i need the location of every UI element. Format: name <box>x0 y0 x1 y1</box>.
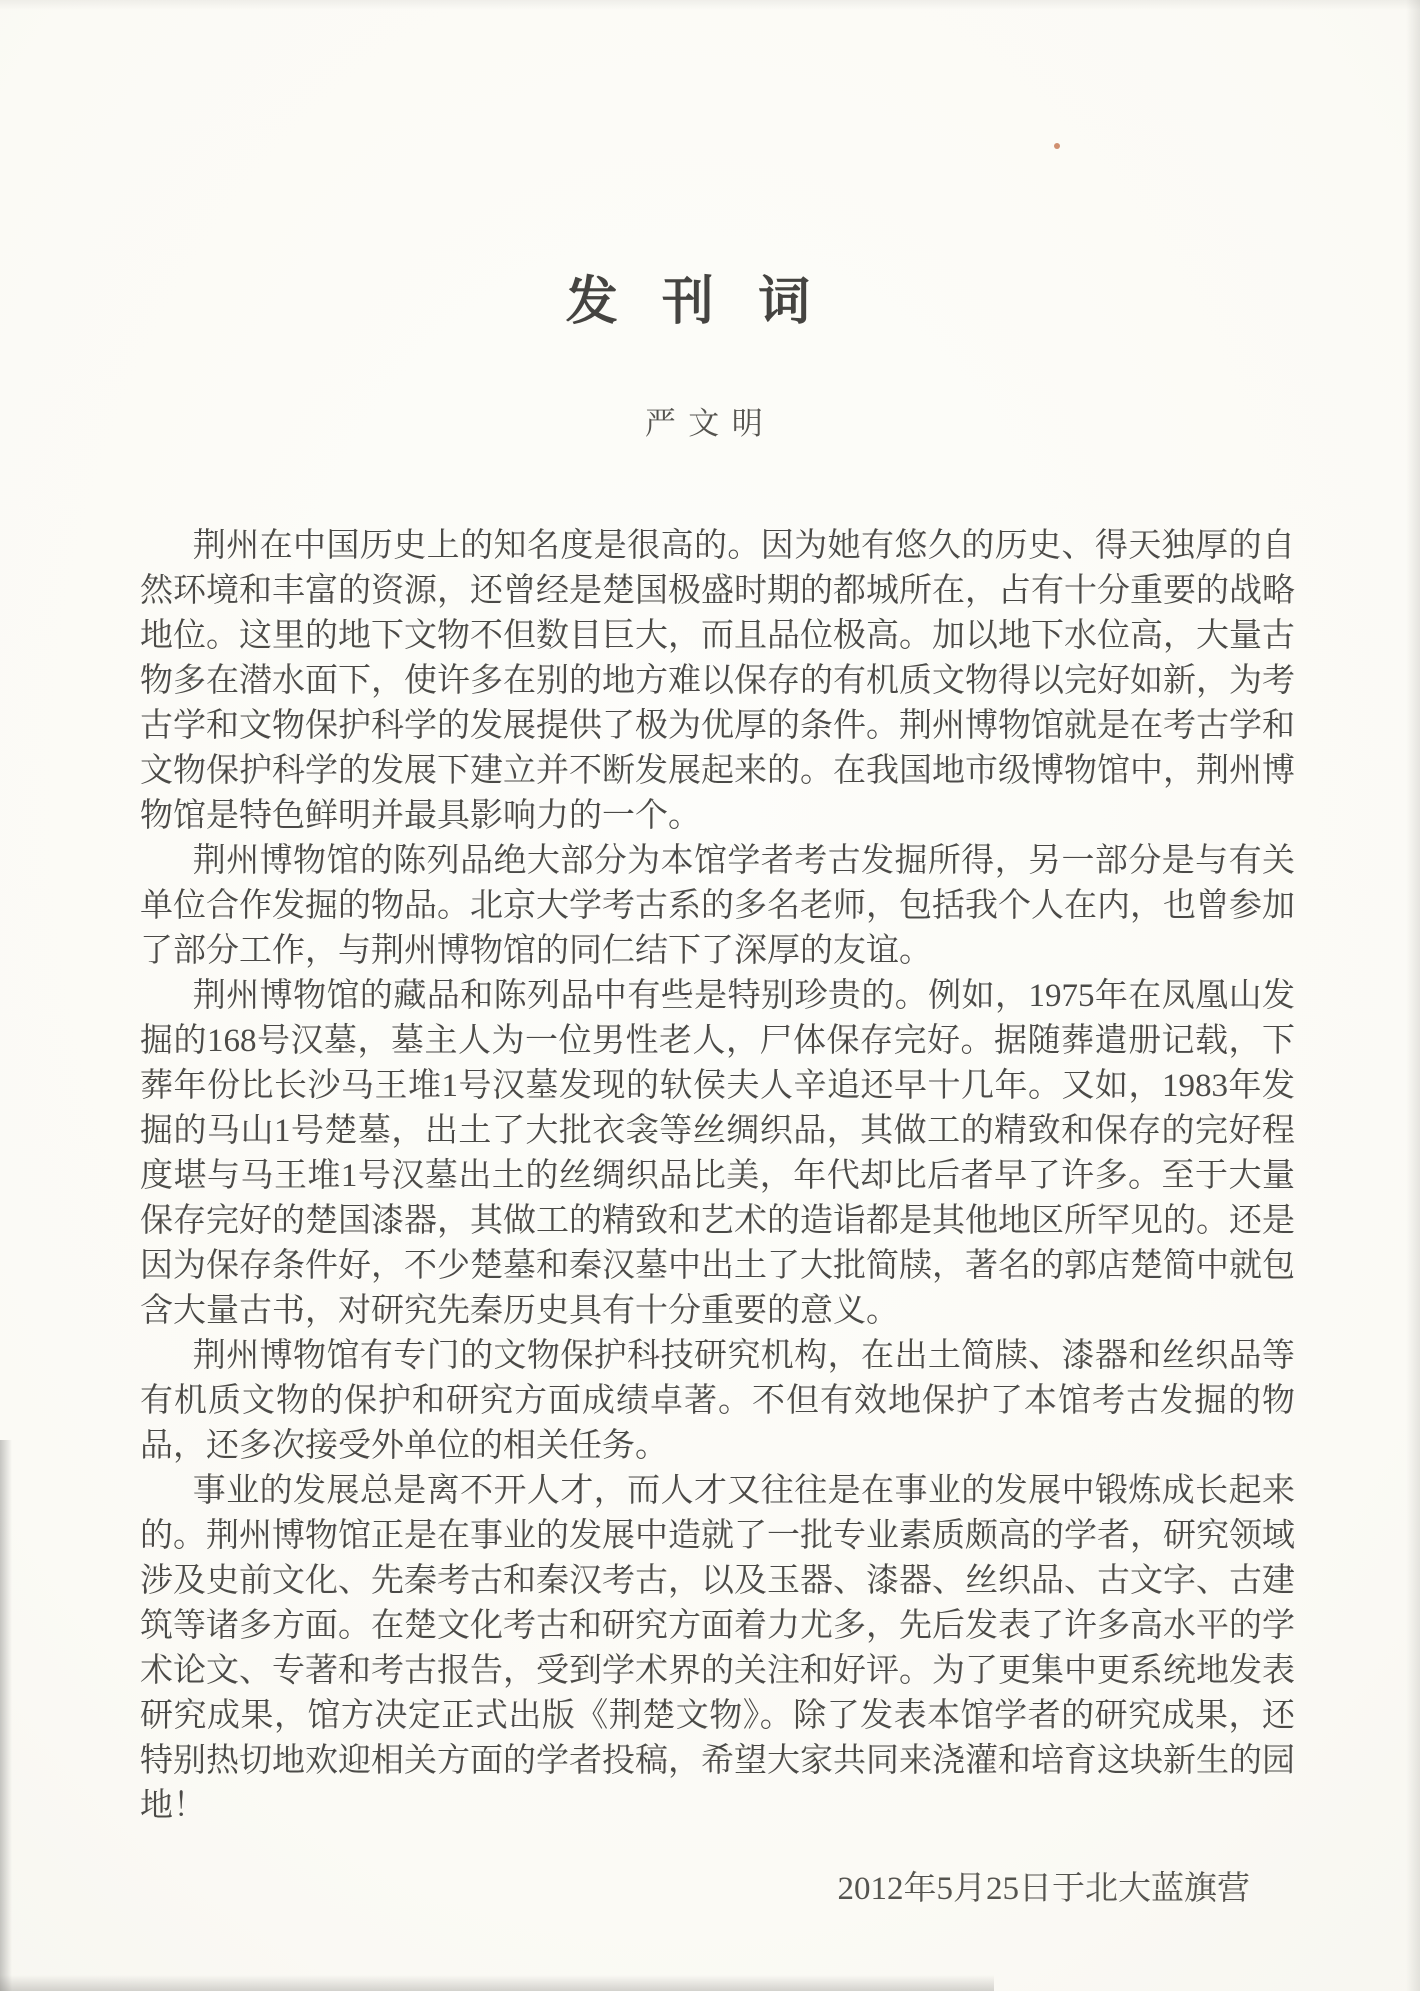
scan-shadow-top <box>0 0 1420 10</box>
article-body <box>140 524 1295 1912</box>
author-name: 严文明 <box>644 406 776 441</box>
paragraph: 荆州博物馆的陈列品绝大部分为本馆学者考古发掘所得，另一部分是与有关单位合作发掘的物品。北京大学考古系的多名老师，包括我个人在内，也曾参加了部分工作，与荆州博物馆的同仁结下了深厚的友谊。 <box>140 843 1295 969</box>
scan-shadow-left <box>0 1440 12 1991</box>
dateline: 2012年5月25日于北大蓝旗营 <box>837 1871 1250 1907</box>
paragraph: 荆州博物馆有专门的文物保护科技研究机构，在出土简牍、漆器和丝织品等有机质文物的保护和研究方面成绩卓著。不但有效地保护了本馆考古发掘的物品，还多次接受外单位的相关任务。 <box>140 1338 1295 1464</box>
paragraph: 事业的发展总是离不开人才，而人才又往往是在事业的发展中锻炼成长起来的。荆州博物馆正是在事业的发展中造就了一批专业素质颇高的学者，研究领域涉及史前文化、先秦考古和秦汉考古，以及玉器、漆器、丝织品、古文字、古建筑等诸多方面。在楚文化考古和研究方面着力尤多，先后发表了许多高水平的学术论文、专著和考古报告，受到学术界的关注和好评。为了更集中更系统地发表研究成果，馆方决定正式出版《荆楚文物》。除了发表本馆学者的研究成果，还特别热切地欢迎相关方面的学者投稿，希望大家共同来浇灌和培育这块新生的园地！ <box>140 1473 1295 1824</box>
paper-speck <box>1054 143 1060 149</box>
page-title: 发刊词 <box>565 274 855 331</box>
paragraph: 荆州博物馆的藏品和陈列品中有些是特别珍贵的。例如，1975年在凤凰山发掘的168号汉墓，墓主人为一位男性老人，尸体保存完好。据随葬遣册记载，下葬年份比长沙马王堆1号汉墓发现的轪侯夫人辛追还早十几年。又如，1983年发掘的马山1号楚墓，出土了大批衣衾等丝绸织品，其做工的精致和保存的完好程度堪与马王堆1号汉墓出土的丝绸织品比美，年代却比后者早了许多。至于大量保存完好的楚国漆器，其做工的精致和艺术的造诣都是其他地区所罕见的。还是因为保存条件好，不少楚墓和秦汉墓中出土了大批简牍，著名的郭店楚简中就包含大量古书，对研究先秦历史具有十分重要的意义。 <box>140 978 1295 1329</box>
paragraph-list <box>140 524 1295 1829</box>
scan-shadow-bottom <box>0 1975 994 1991</box>
paragraph: 荆州在中国历史上的知名度是很高的。因为她有悠久的历史、得天独厚的自然环境和丰富的资源，还曾经是楚国极盛时期的都城所在，占有十分重要的战略地位。这里的地下文物不但数目巨大，而且品位极高。加以地下水位高，大量古物多在潜水面下，使许多在别的地方难以保存的有机质文物得以完好如新，为考古学和文物保护科学的发展提供了极为优厚的条件。荆州博物馆就是在考古学和文物保护科学的发展下建立并不断发展起来的。在我国地市级博物馆中，荆州博物馆是特色鲜明并最具影响力的一个。 <box>140 528 1295 834</box>
